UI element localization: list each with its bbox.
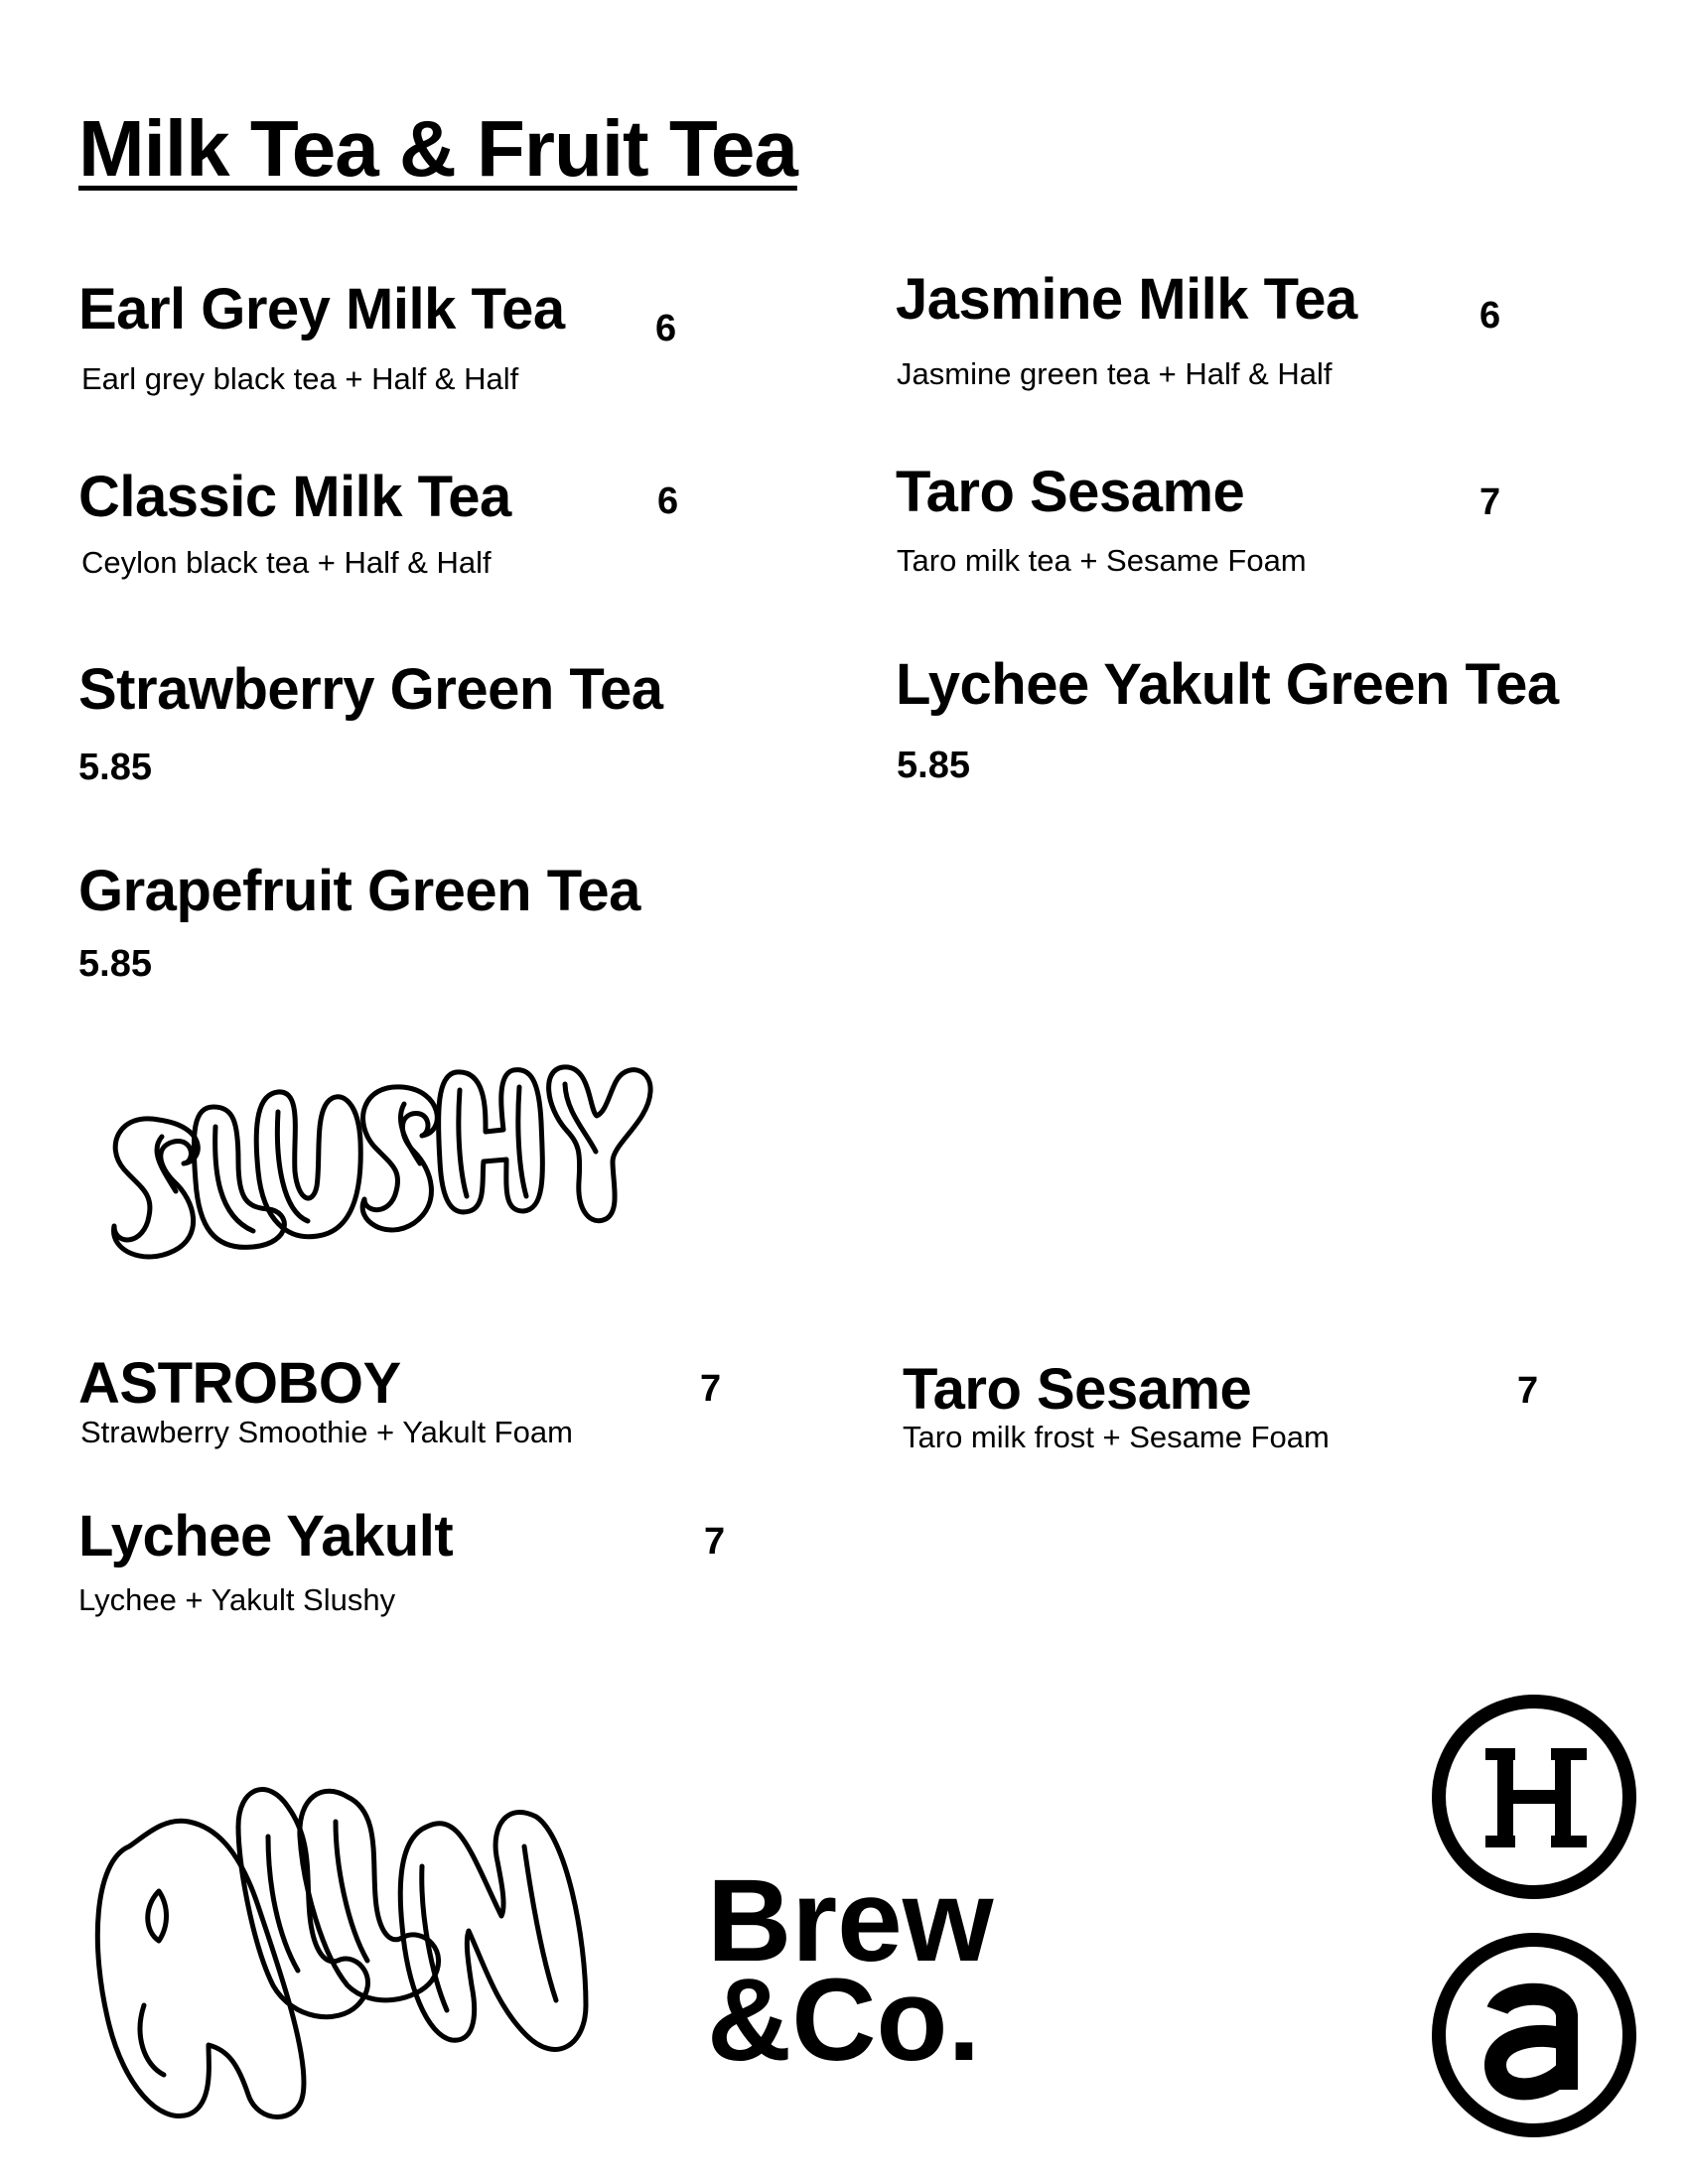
item-name-strawberry-green: Strawberry Green Tea (78, 657, 663, 722)
item-desc-classic: Ceylon black tea + Half & Half (81, 545, 492, 580)
item-price-taro-sesame-slushy: 7 (1517, 1370, 1539, 1412)
menu-title: Milk Tea & Fruit Tea (78, 104, 797, 193)
item-desc-astroboy: Strawberry Smoothie + Yakult Foam (80, 1415, 573, 1449)
item-price-taro-sesame: 7 (1479, 481, 1501, 523)
item-name-classic: Classic Milk Tea (78, 465, 511, 529)
item-price-lychee-yakult: 7 (704, 1521, 726, 1563)
item-desc-jasmine: Jasmine green tea + Half & Half (897, 356, 1333, 391)
item-name-astroboy: ASTROBOY (78, 1351, 401, 1416)
a-badge-icon (1430, 1931, 1638, 2139)
brand-name-line1: Brew (707, 1855, 994, 1986)
h-badge-icon (1430, 1693, 1638, 1901)
item-price-grapefruit-green: 5.85 (78, 943, 152, 985)
alln-logo-icon (89, 1767, 685, 2144)
item-name-lychee-yakult-green: Lychee Yakult Green Tea (896, 652, 1559, 717)
item-price-lychee-yakult-green: 5.85 (897, 745, 970, 786)
slushy-heading-icon (104, 1052, 660, 1261)
item-name-jasmine: Jasmine Milk Tea (896, 267, 1357, 332)
item-desc-taro-sesame: Taro milk tea + Sesame Foam (897, 543, 1307, 578)
item-name-grapefruit-green: Grapefruit Green Tea (78, 859, 640, 923)
item-name-taro-sesame-slushy: Taro Sesame (903, 1357, 1252, 1422)
item-name-earl-grey: Earl Grey Milk Tea (78, 277, 565, 341)
item-name-lychee-yakult: Lychee Yakult (78, 1504, 454, 1569)
item-price-jasmine: 6 (1479, 295, 1501, 337)
brand-name-line2: &Co. (707, 1955, 981, 2086)
item-price-earl-grey: 6 (655, 308, 677, 349)
item-price-astroboy: 7 (700, 1368, 722, 1410)
item-desc-taro-sesame-slushy: Taro milk frost + Sesame Foam (903, 1420, 1330, 1454)
item-name-taro-sesame: Taro Sesame (896, 460, 1245, 524)
item-desc-lychee-yakult: Lychee + Yakult Slushy (78, 1582, 396, 1617)
item-price-strawberry-green: 5.85 (78, 747, 152, 788)
item-price-classic: 6 (657, 480, 679, 522)
item-desc-earl-grey: Earl grey black tea + Half & Half (81, 361, 519, 396)
